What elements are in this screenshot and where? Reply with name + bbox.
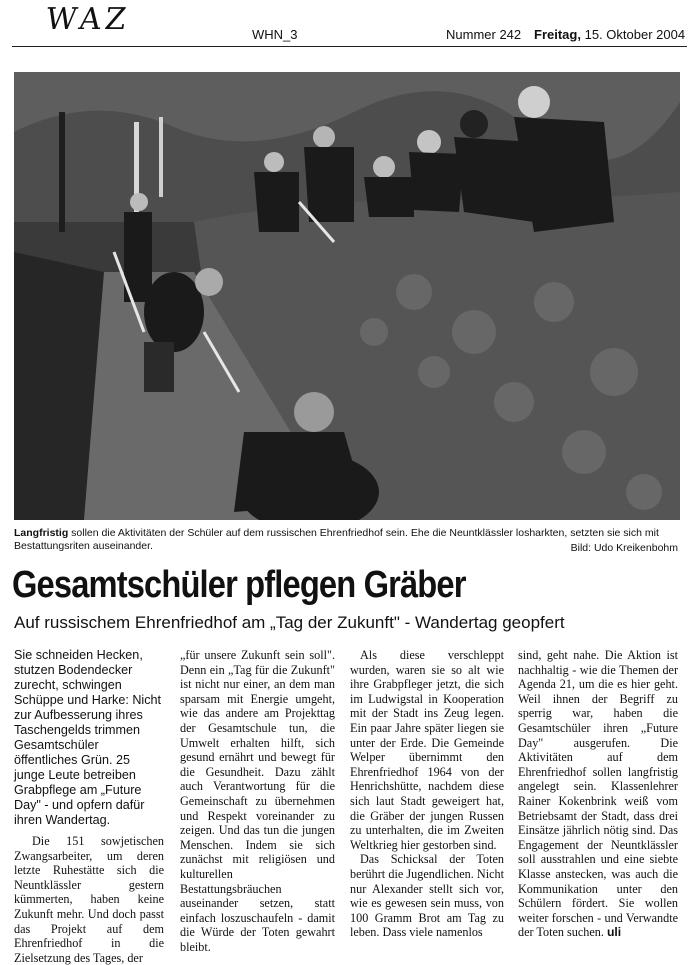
issue-date [534, 27, 685, 42]
column-1-body: Die 151 sowjetischen Zwangsarbeiter, um deren letzte Ruhestätte sich die Neuntklässler gestern kümmerten, haben keine Zukunft mehr. Und doch passt das Projekt auf dem Ehrenfriedhof in die Zielsetzung des Tages, der [14, 834, 164, 965]
article-photo [14, 72, 680, 520]
article-column-3 [350, 648, 504, 940]
caption-text: sollen die Aktivitäten der Schüler auf dem russischen Ehrenfriedhof sein. Ehe die Neuntklässler losharkten, setzten sie sich mit Bestattungsriten auseinander. [14, 527, 659, 552]
header-rule [12, 46, 687, 47]
photo-credit: Bild: Udo Kreikenbohm [570, 542, 678, 554]
article-column-4 [518, 648, 678, 940]
issue-number: Nummer 242 [446, 27, 522, 42]
author-signature: uli [606, 925, 622, 940]
newspaper-logo: WAZ [43, 2, 133, 37]
article-column-2 [180, 648, 335, 954]
column-3-paragraph-2: Das Schicksal der Toten berührt die Jugendlichen. Nicht nur Alexander stellt sich vor, wie es gewesen sein muss, von 100 Gramm Brot am Tag zu leben. Dass viele namenlos [350, 852, 504, 940]
column-2-body: „für unsere Zukunft sein soll". Denn ein „Tag für die Zukunft" ist nicht nur einer, an dem man sparsam mit Energie umgeht, wie das andere am Projekttag der Gesamtschule tun, die Umwelt erhalten hilft, sich gesund ernährt und bewegt für die Gesundheit. Dazu zählt auch Verantwortung für die Gemeinschaft zu übernehmen und Respekt voreinander zu zeigen. Und das tun die jungen Menschen. Indem sie sich zunächst mit religiösen und kulturellen Bestattungsbräuchen auseinander setzen, statt einfach loszuschaufeln - damit die Würde der Toten gewahrt bleibt. [180, 648, 335, 954]
article-lead: Sie schneiden Hecken, stutzen Bodendecker zurecht, schwingen Schüppe und Harke: Nicht zur Aufbesserung ihres Taschengelds trimmen Gesamtschüler öffentliches Grün. 25 junge Leute betreiben Grabpflege am „Future Day" - und opfern dafür ihren Wandertag. [14, 648, 162, 827]
column-4-body: sind, geht nahe. Die Aktion ist nachhaltig - wie die Themen der Agenda 21, um die es hier geht. Weil ihnen der Begriff zu sperrig war, haben die Gesamtschüler ihren „Future Day" ausgerufen. Die Aktivitäten auf dem Ehrenfriedhof sollen langfristig angelegt sein. Klassenlehrer Rainer Kokenbrink weiß vom Betriebsamt der Stadt, dass drei Einsätze jährlich nötig sind. Das Engagement der Neuntklässler soll ausstrahlen und eine siebte Klasse anstecken, was auch die Kommunikation unter den Schülern fördert. Sie wollen weiter forschen - und Verwandte der Toten suchen. [518, 648, 678, 940]
column-3-paragraph-1: Als diese verschleppt wurden, waren sie so alt wie ihre Grabpfleger jetzt, die sich im Ludwigstal in Kooperation mit der Stadt ins Zeug legen. Ein paar Jahre später liegen sie unter der Erde. Die Gemeinde Welper übernimmt den Ehrenfriedhof 1964 von der Henrichshütte, nachdem diese sich laut Stadt geweigert hat, die Gräber der jungen Russen zu unterhalten, die im Zweiten Weltkrieg hier gestorben sind. [350, 648, 504, 852]
weekday: Freitag, [534, 27, 581, 42]
caption-lead-word: Langfristig [14, 527, 69, 539]
article-column-1 [14, 648, 164, 965]
date-text: 15. Oktober 2004 [584, 27, 686, 42]
photo-illustration [14, 72, 680, 520]
article-headline: Gesamtschüler pflegen Gräber [12, 564, 466, 606]
section-label: WHN_3 [252, 27, 298, 42]
article-subheadline: Auf russischem Ehrenfriedhof am „Tag der Zukunft" - Wandertag geopfert [14, 613, 565, 632]
